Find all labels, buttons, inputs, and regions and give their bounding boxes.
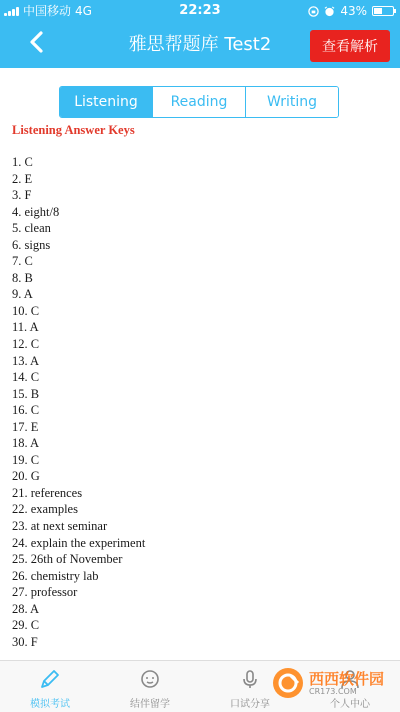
- answer-item: 12. C: [12, 337, 40, 352]
- answer-item: 9. A: [12, 287, 33, 302]
- answer-item: 17. E: [12, 419, 39, 434]
- tab-writing[interactable]: Writing: [246, 87, 338, 117]
- answer-item: 1. C: [12, 155, 33, 169]
- answer-content: [12, 122, 392, 650]
- watermark-logo-icon: [271, 666, 305, 700]
- answer-item: 18. A: [12, 436, 40, 451]
- answer-item: 8. B: [12, 270, 33, 285]
- answer-item: 11. A: [12, 320, 39, 335]
- answer-item: 3. F: [12, 188, 32, 203]
- answer-item: 7. C: [12, 254, 33, 269]
- bottom-nav-mock-exam[interactable]: [0, 661, 100, 712]
- answer-item: 2. E: [12, 171, 33, 186]
- tab-listening[interactable]: Listening: [60, 87, 153, 117]
- page-title: 雅思帮题库 Test2: [128, 34, 272, 55]
- answer-item: 30. F: [12, 634, 38, 649]
- status-right: [308, 0, 394, 22]
- tab-reading[interactable]: Reading: [153, 87, 246, 117]
- answer-item: 27. professor: [12, 585, 78, 600]
- mic-icon: [237, 666, 263, 692]
- answer-item: 22. examples: [12, 502, 78, 517]
- planet-icon: [137, 666, 163, 692]
- watermark: [271, 664, 384, 702]
- bottom-nav-label: 口试分享: [230, 699, 270, 710]
- bottom-nav-label: 结伴留学: [130, 699, 170, 710]
- answer-item: 24. explain the experiment: [12, 535, 146, 550]
- answer-item: 20. G: [12, 469, 40, 484]
- answer-item: 15. B: [12, 386, 40, 401]
- battery-percent: 43%: [340, 4, 367, 18]
- bottom-nav-label: 个人中心: [330, 699, 370, 710]
- section-tabs: [59, 86, 339, 118]
- pencil-icon: [37, 666, 63, 692]
- lock-rotation-icon: [308, 6, 319, 17]
- answer-item: 26. chemistry lab: [12, 568, 99, 583]
- watermark-text: 西西软件园: [308, 669, 384, 688]
- status-bar: [0, 0, 400, 22]
- answer-item: 14. C: [12, 370, 40, 385]
- bottom-nav-label: 模拟考试: [30, 699, 70, 710]
- answer-item: 5. clean: [12, 221, 51, 236]
- watermark-text-block: [309, 671, 384, 696]
- answer-item: 21. references: [12, 485, 83, 500]
- answer-item: 16. C: [12, 403, 40, 418]
- answer-item: 4. eight/8: [12, 204, 60, 219]
- answer-item: 10. C: [12, 303, 40, 318]
- answer-item: 19. C: [12, 452, 40, 467]
- answer-item: 25. 26th of November: [12, 552, 123, 567]
- battery-fill: [374, 8, 382, 14]
- answer-item: 13. A: [12, 353, 40, 368]
- answer-item: 28. A: [12, 601, 40, 616]
- answer-item: 23. at next seminar: [12, 519, 108, 534]
- bottom-nav-study-abroad[interactable]: [100, 661, 200, 712]
- view-analysis-button[interactable]: 查看解析: [310, 30, 390, 62]
- alarm-icon: [324, 6, 335, 17]
- answer-keys-title: Listening Answer Keys: [12, 123, 135, 137]
- network-label: 4G: [75, 4, 92, 18]
- answer-list: [12, 154, 392, 650]
- app-header: [0, 0, 400, 68]
- watermark-url: CR173.COM: [308, 686, 357, 696]
- back-button[interactable]: [22, 30, 50, 60]
- status-time: 22:23: [179, 3, 221, 18]
- answer-item: 6. signs: [12, 237, 51, 252]
- carrier-label: 中国移动: [23, 4, 72, 18]
- chevron-left-icon: [28, 31, 44, 53]
- answer-item: 29. C: [12, 618, 40, 633]
- battery-icon: [372, 6, 394, 16]
